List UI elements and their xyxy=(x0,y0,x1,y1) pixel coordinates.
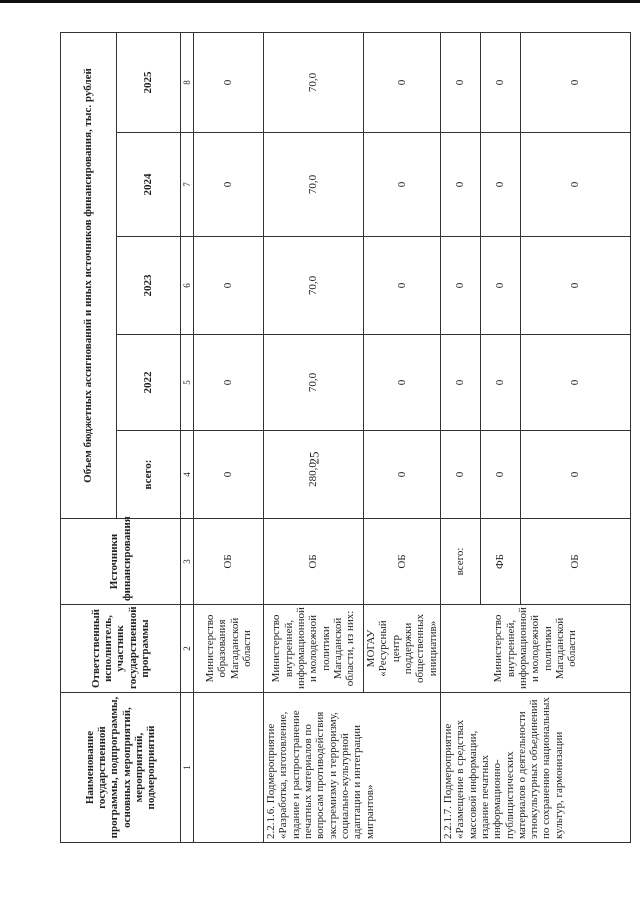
header-volume: Объем бюджетных ассигнований и иных источников финансирования, тыс. рублей xyxy=(61,32,117,518)
header-2022: 2022 xyxy=(117,335,181,431)
row-total: 0 xyxy=(440,431,480,519)
row-2023: 0 xyxy=(520,237,630,335)
colnum: 4 xyxy=(181,431,194,519)
header-executor: Ответственный исполнитель, участник государственной программы xyxy=(61,605,181,693)
row-2022: 70,0 xyxy=(264,335,364,431)
row-2023: 0 xyxy=(440,237,480,335)
row-2024: 0 xyxy=(364,133,441,237)
header-2024: 2024 xyxy=(117,133,181,237)
row-2025: 70,0 xyxy=(264,32,364,132)
header-name: Наименование государственной программы, подпрограммы, основных мероприятий, мероприятий, подмероприятий xyxy=(61,693,181,843)
row-source: всего: xyxy=(440,519,480,605)
rotated-page xyxy=(60,33,620,843)
row-2022: 0 xyxy=(480,335,520,431)
row-2023: 70,0 xyxy=(264,237,364,335)
row-total: 0 xyxy=(520,431,630,519)
row-2024: 0 xyxy=(194,133,264,237)
row-2024: 0 xyxy=(520,133,630,237)
row-source: ОБ xyxy=(264,519,364,605)
colnum: 7 xyxy=(181,133,194,237)
row-2023: 0 xyxy=(480,237,520,335)
colnum: 5 xyxy=(181,335,194,431)
table-row xyxy=(440,32,480,842)
colnum: 6 xyxy=(181,237,194,335)
row-total: 0 xyxy=(194,431,264,519)
row-total: 0 xyxy=(480,431,520,519)
colnum: 2 xyxy=(181,605,194,693)
row-source: ФБ xyxy=(480,519,520,605)
header-2025: 2025 xyxy=(117,32,181,132)
row-2025: 0 xyxy=(480,32,520,132)
row-2022: 0 xyxy=(194,335,264,431)
row-executor: Министерство внутренней, информационной и молодежной политики Магаданской области, из них: xyxy=(264,605,364,693)
row-executor: Министерство образования Магаданской области xyxy=(194,605,264,693)
top-border-line xyxy=(0,0,640,3)
header-2023: 2023 xyxy=(117,237,181,335)
row-2023: 0 xyxy=(364,237,441,335)
row-2024: 70,0 xyxy=(264,133,364,237)
financing-table xyxy=(60,32,631,843)
row-2025: 0 xyxy=(364,32,441,132)
colnum: 1 xyxy=(181,693,194,843)
header-total: всего: xyxy=(117,431,181,519)
page-number: 25 xyxy=(306,451,322,465)
row-2024: 0 xyxy=(440,133,480,237)
colnum: 3 xyxy=(181,519,194,605)
row-total: 280,0 xyxy=(264,431,364,519)
header-source: Источники финансирования xyxy=(61,519,181,605)
row-executor: Министерство внутренней, информационной и молодежной политики Магаданской области xyxy=(440,605,630,693)
row-source: ОБ xyxy=(194,519,264,605)
row-2022: 0 xyxy=(520,335,630,431)
row-executor: МОГАУ «Ресурсный центр поддержки общественных инициатив» xyxy=(364,605,441,693)
colnum: 8 xyxy=(181,32,194,132)
row-2024: 0 xyxy=(480,133,520,237)
row-2022: 0 xyxy=(440,335,480,431)
row-2025: 0 xyxy=(520,32,630,132)
row-name xyxy=(194,693,264,843)
row-name: 2.2.1.7. Подмероприятие «Размещение в средствах массовой информации, издание печатных информационно-публицистических материалов о деятельности этнокультурных объединений по сохранению национальных культур, гармонизации xyxy=(440,693,630,843)
row-2025: 0 xyxy=(194,32,264,132)
row-2022: 0 xyxy=(364,335,441,431)
row-total: 0 xyxy=(364,431,441,519)
table-row xyxy=(264,32,364,842)
row-source: ОБ xyxy=(520,519,630,605)
row-name: 2.2.1.6. Подмероприятие «Разработка, изготовление, издание и распространение печатных материалов по вопросам противодействия экстремизму и терроризму, социально-культурной адаптации и интеграции мигрантов» xyxy=(264,693,441,843)
table-row xyxy=(194,32,264,842)
row-2023: 0 xyxy=(194,237,264,335)
row-source: ОБ xyxy=(364,519,441,605)
row-2025: 0 xyxy=(440,32,480,132)
